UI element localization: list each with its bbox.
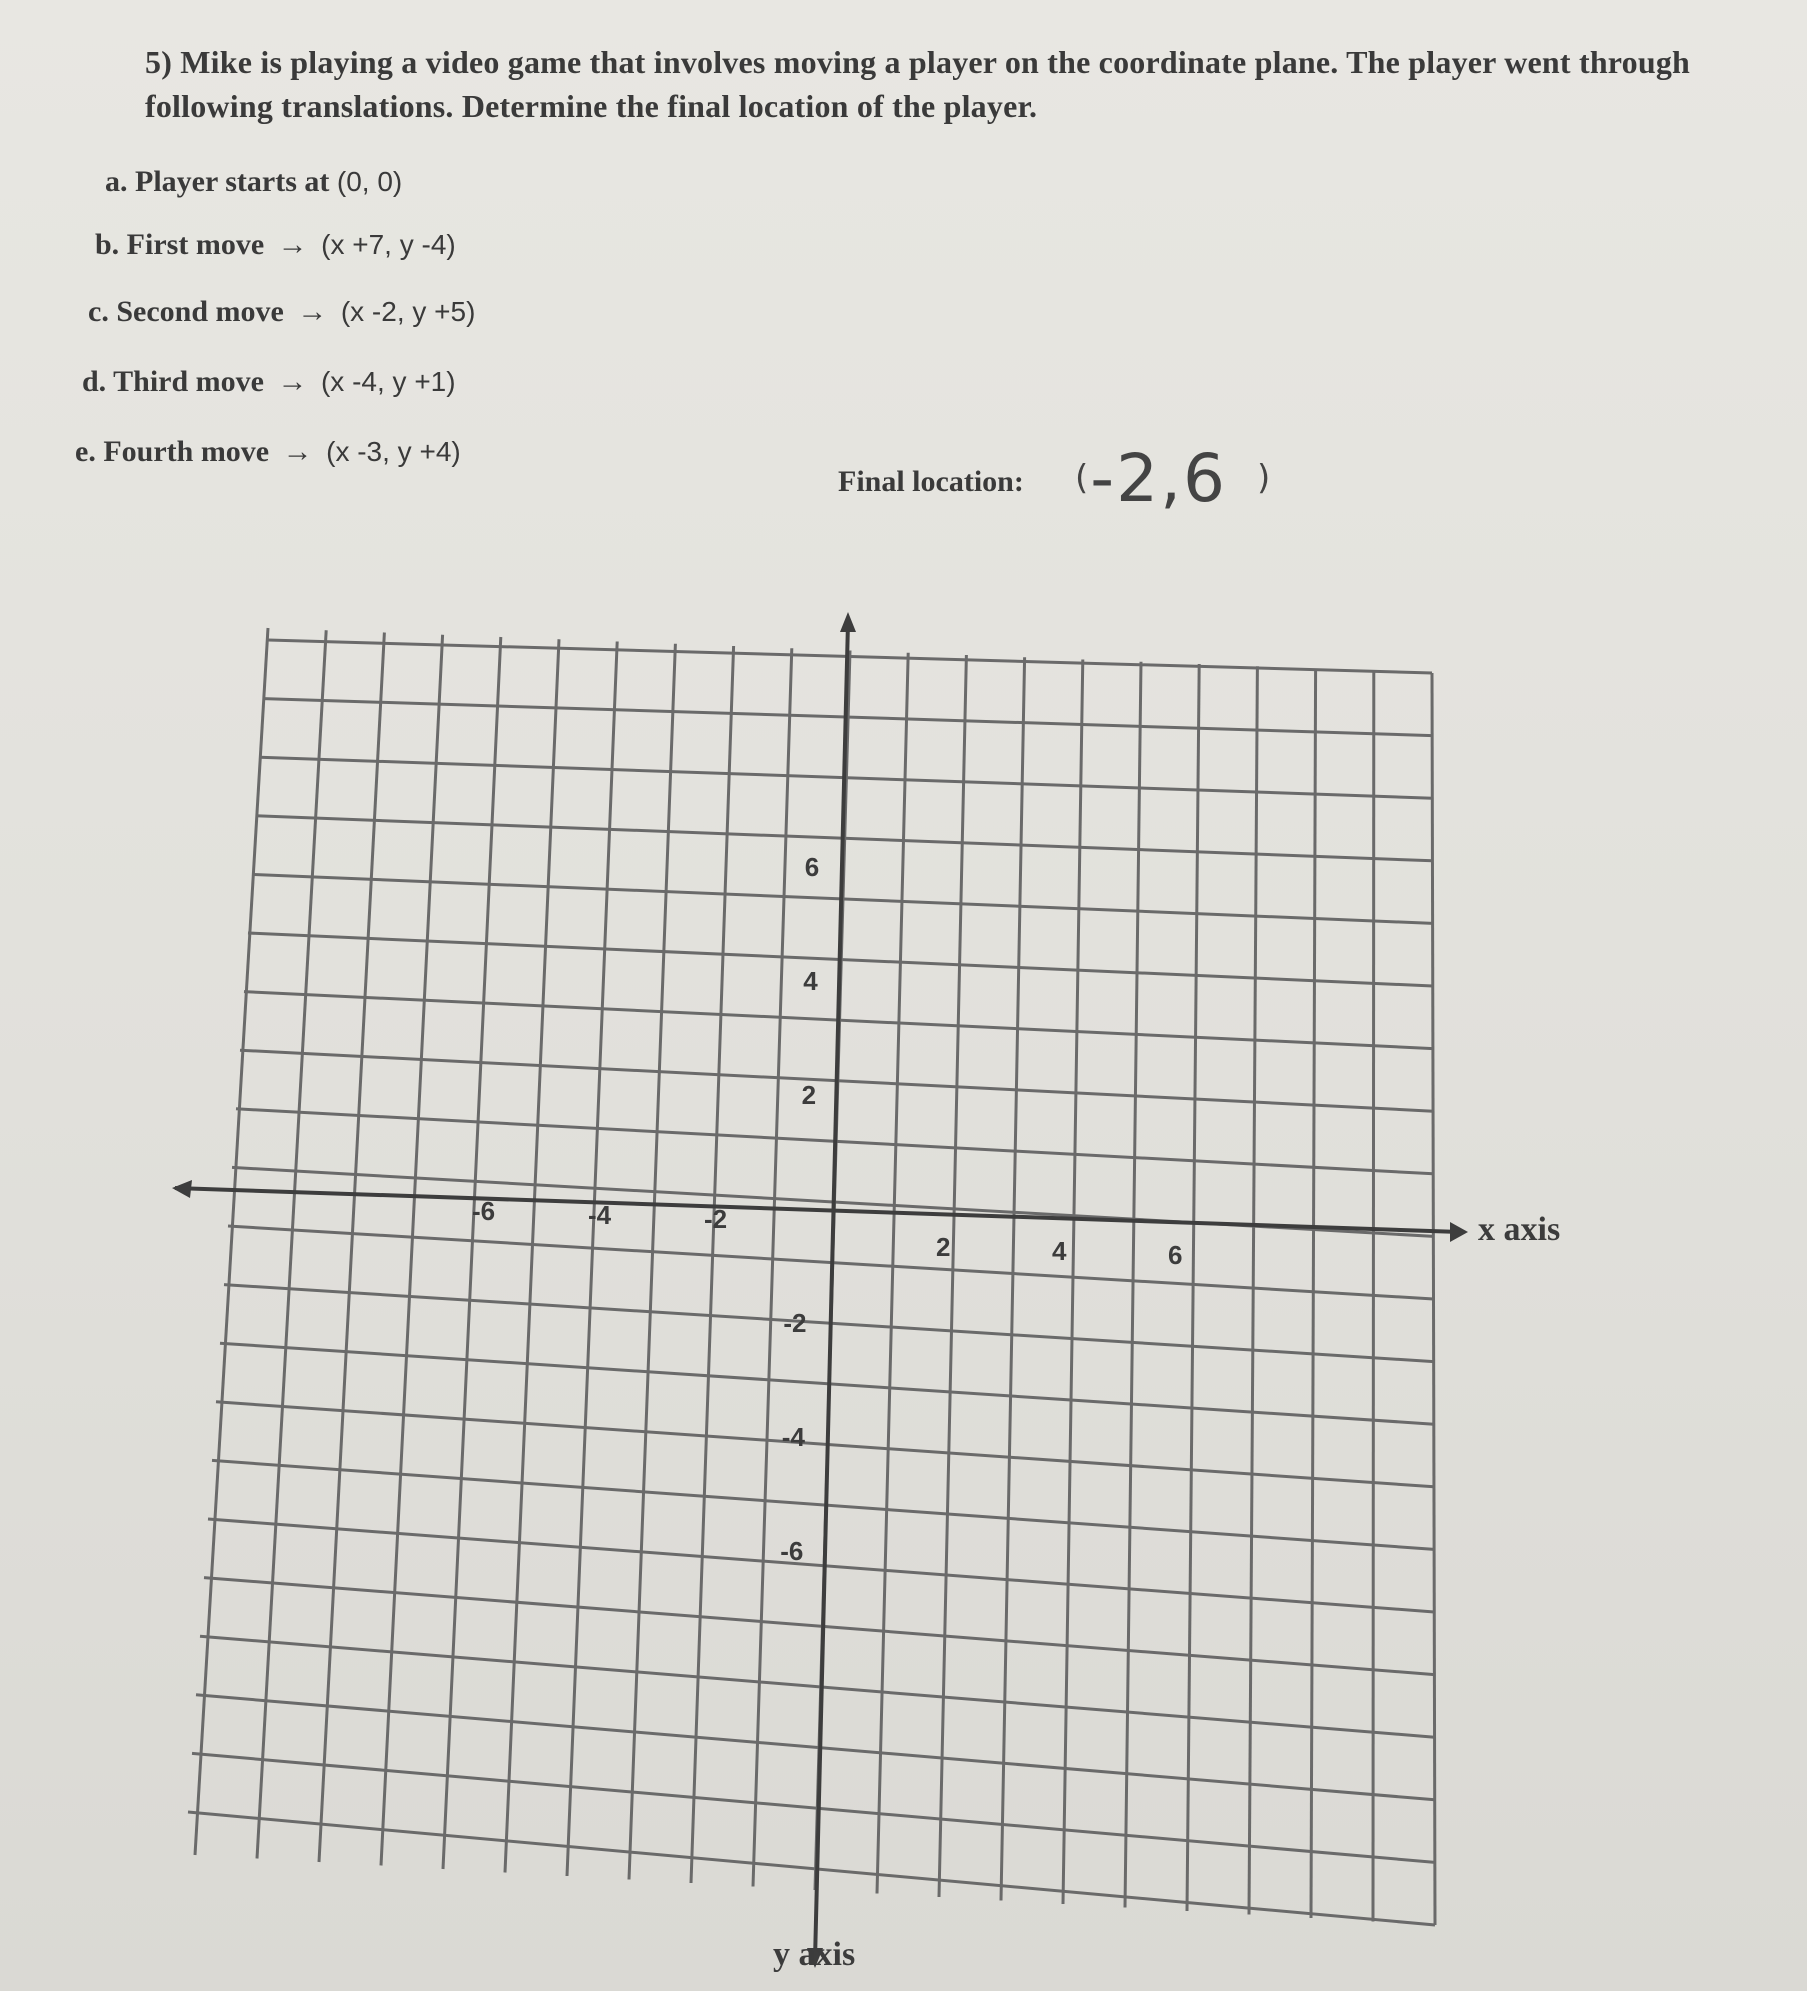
- x-tick-label: 4: [1052, 1236, 1067, 1266]
- step-label: e. Fourth move: [75, 435, 270, 468]
- y-axis-arrow-icon: [840, 612, 856, 632]
- y-tick-label: 2: [801, 1080, 817, 1110]
- open-paren: (: [1075, 458, 1091, 498]
- x-axis-arrow-icon: [1450, 1222, 1468, 1242]
- arrow-right-icon: →: [277, 365, 308, 398]
- y-tick-label: 6: [804, 852, 820, 882]
- grid-lines: [188, 628, 1435, 1925]
- step-label: b. First move: [95, 228, 265, 261]
- step-label: a. Player starts at: [105, 165, 330, 198]
- step-rule: (x -3, y +4): [326, 436, 461, 467]
- grid-line-vertical: [319, 633, 384, 1863]
- close-paren: ): [1257, 458, 1273, 498]
- x-tick-label: -4: [588, 1200, 612, 1230]
- grid-line-vertical: [257, 630, 326, 1858]
- grid-line-vertical: [195, 628, 268, 1855]
- grid-line-vertical: [381, 635, 443, 1866]
- y-tick-label: -6: [780, 1536, 804, 1566]
- step-label: d. Third move: [82, 365, 264, 398]
- x-axis-line: [175, 1188, 1460, 1232]
- final-location-label: Final location:: [838, 465, 1024, 498]
- step-rule: (x +7, y -4): [321, 229, 456, 260]
- step-rule: (x -2, y +5): [340, 296, 476, 327]
- arrow-right-icon: →: [282, 435, 313, 468]
- step-label: c. Second move: [88, 295, 284, 328]
- handwritten-answer: -2,6: [1090, 440, 1228, 517]
- x-tick-label: 6: [1168, 1240, 1183, 1270]
- y-tick-label: -2: [783, 1308, 807, 1338]
- x-tick-label: -2: [704, 1204, 728, 1234]
- arrow-right-icon: →: [297, 295, 328, 328]
- y-tick-label: -4: [781, 1422, 805, 1452]
- y-axis-line: [815, 622, 848, 1960]
- x-axis-left-arrow-icon: [172, 1180, 192, 1198]
- y-tick-label: 4: [803, 966, 818, 996]
- arrow-right-icon: →: [277, 228, 308, 261]
- step-rule: (0, 0): [336, 166, 403, 197]
- x-tick-label: -6: [472, 1196, 496, 1226]
- x-axis-name: x axis: [1478, 1211, 1561, 1248]
- problem-statement: 5) Mike is playing a video game that involves moving a player on the coordinate plane. The player went through following translations. Determine the final location of the player.: [145, 44, 1691, 124]
- step-rule: (x -4, y +1): [320, 366, 456, 397]
- y-axis-name: y axis: [773, 1936, 856, 1973]
- x-tick-label: 2: [936, 1232, 951, 1262]
